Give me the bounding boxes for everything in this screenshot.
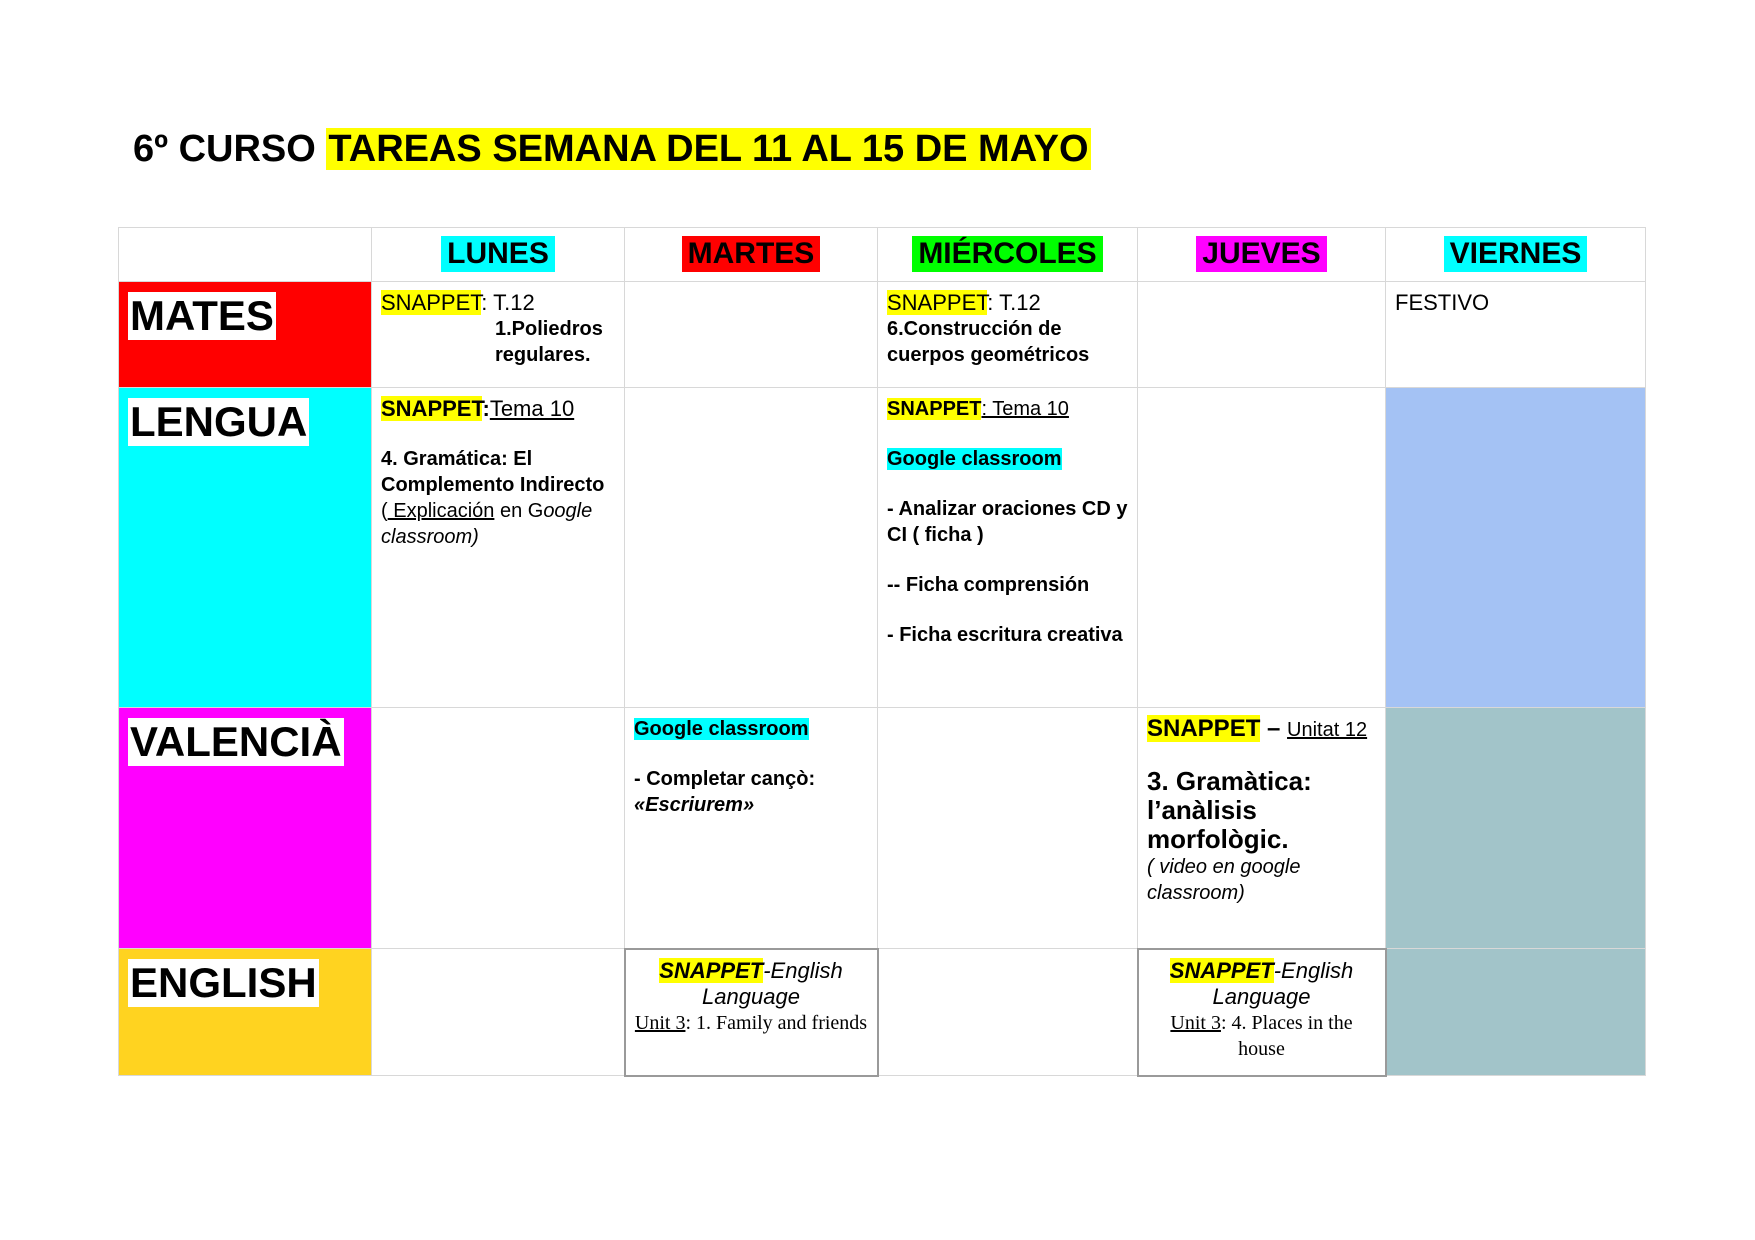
google-classroom-tag: Google classroom xyxy=(887,448,1062,470)
header-cell-viernes xyxy=(1386,228,1646,282)
snappet-colon: : xyxy=(482,396,490,421)
subject-cell-english xyxy=(119,949,372,1076)
day-label-miercoles: MIÉRCOLES xyxy=(912,236,1102,272)
day-label-martes: MARTES xyxy=(682,236,821,272)
header-cell-lunes xyxy=(372,228,625,282)
snappet-dash: – xyxy=(1260,715,1288,742)
cell-english-viernes xyxy=(1386,949,1646,1076)
task-detail: cuerpos geométricos xyxy=(887,344,1090,366)
day-label-lunes: LUNES xyxy=(441,236,555,272)
unit-line xyxy=(635,1010,868,1036)
title-highlight: TAREAS SEMANA DEL 11 AL 15 DE MAYO xyxy=(328,128,1089,170)
english-language-text: -English Language xyxy=(702,957,843,1009)
snappet-tag: SNAPPET xyxy=(659,957,764,983)
google-line xyxy=(634,716,868,742)
unit-topic: : 1. Family and friends xyxy=(685,1011,868,1034)
snappet-line xyxy=(1147,716,1376,743)
cell-lengua-lunes xyxy=(372,388,625,708)
snappet-line xyxy=(381,290,615,316)
song-title: «Escriurem» xyxy=(634,794,755,816)
snappet-topic: : T.12 xyxy=(481,290,535,315)
task-detail: 6.Construcción de xyxy=(887,318,1062,340)
cell-english-jueves xyxy=(1138,949,1386,1076)
task-detail: 1.Poliedros xyxy=(495,318,603,340)
task-detail: 4. Gramática: El Complemento Indirecto xyxy=(381,448,605,496)
snappet-topic: : T.12 xyxy=(987,290,1041,315)
task-item: - Completar cançò: xyxy=(634,768,816,790)
snappet-tag: SNAPPET xyxy=(1169,957,1274,983)
page-title xyxy=(133,118,1091,180)
snappet-line xyxy=(887,290,1128,316)
unit-topic: : 4. Places in the house xyxy=(1220,1011,1353,1060)
cell-mates-miercoles xyxy=(878,282,1138,388)
header-cell-martes xyxy=(625,228,878,282)
cell-valencia-martes xyxy=(625,708,878,949)
cell-english-martes xyxy=(625,949,878,1076)
unit-link[interactable]: Unit 3 xyxy=(634,1011,686,1034)
row-valencia xyxy=(119,708,1646,949)
subject-label-valencia: VALENCIÀ xyxy=(130,718,342,765)
paren-open: ( xyxy=(381,500,388,522)
cell-english-miercoles xyxy=(878,949,1138,1076)
cell-mates-jueves xyxy=(1138,282,1386,388)
snappet-tag: SNAPPET xyxy=(887,290,988,315)
title-prefix: 6º CURSO xyxy=(133,128,327,170)
header-cell-jueves xyxy=(1138,228,1386,282)
task-item: -- Ficha comprensión xyxy=(887,574,1090,596)
en-text: en G xyxy=(494,500,544,522)
subject-cell-valencia xyxy=(119,708,372,949)
cell-lengua-martes xyxy=(625,388,878,708)
subject-cell-lengua xyxy=(119,388,372,708)
header-corner-cell xyxy=(119,228,372,282)
unit-line xyxy=(1148,1010,1376,1062)
subject-label-english: ENGLISH xyxy=(130,959,317,1006)
cell-mates-lunes xyxy=(372,282,625,388)
task-detail: 3. Gramàtica: l’anàlisis morfològic. xyxy=(1147,766,1312,854)
row-english xyxy=(119,949,1646,1076)
subject-label-mates: MATES xyxy=(130,292,274,339)
english-line xyxy=(635,958,868,1010)
snappet-tag: SNAPPET xyxy=(887,398,982,420)
snappet-line xyxy=(381,396,615,422)
cell-lengua-miercoles xyxy=(878,388,1138,708)
subject-cell-mates xyxy=(119,282,372,388)
schedule-table xyxy=(118,227,1646,1077)
snappet-line xyxy=(887,396,1128,422)
google-classroom-text: oogle classroom) xyxy=(381,500,593,548)
google-line xyxy=(887,446,1128,472)
task-item: - Analizar oraciones CD y CI ( ficha ) xyxy=(887,498,1128,546)
cell-english-lunes xyxy=(372,949,625,1076)
unit-link[interactable]: Unit 3 xyxy=(1170,1011,1221,1034)
row-mates xyxy=(119,282,1646,388)
day-label-jueves: JUEVES xyxy=(1196,236,1326,272)
cell-valencia-lunes xyxy=(372,708,625,949)
subject-label-lengua: LENGUA xyxy=(130,398,308,445)
explicacion-line xyxy=(381,498,615,550)
cell-lengua-viernes xyxy=(1386,388,1646,708)
unitat-link[interactable]: Unitat 12 xyxy=(1287,719,1368,741)
task-item: - Ficha escritura creativa xyxy=(887,624,1123,646)
cell-valencia-jueves xyxy=(1138,708,1386,949)
tema-link[interactable]: Tema 10 xyxy=(489,396,575,421)
english-language-text: -English Language xyxy=(1212,957,1354,1009)
cell-mates-viernes xyxy=(1386,282,1646,388)
english-line xyxy=(1148,958,1376,1010)
snappet-tag: SNAPPET xyxy=(1147,715,1261,742)
header-cell-miercoles xyxy=(878,228,1138,282)
cell-valencia-miercoles xyxy=(878,708,1138,949)
cell-lengua-jueves xyxy=(1138,388,1386,708)
snappet-tag: SNAPPET xyxy=(381,290,482,315)
cell-mates-martes xyxy=(625,282,878,388)
video-note: ( video en google classroom) xyxy=(1147,856,1301,904)
day-label-viernes: VIERNES xyxy=(1444,236,1588,272)
task-detail: regulares. xyxy=(495,344,591,366)
google-classroom-tag: Google classroom xyxy=(634,718,809,740)
cell-valencia-viernes xyxy=(1386,708,1646,949)
tema-link[interactable]: : Tema 10 xyxy=(981,398,1069,420)
header-row xyxy=(119,228,1646,282)
festivo-label: FESTIVO xyxy=(1395,290,1490,315)
row-lengua xyxy=(119,388,1646,708)
explicacion-link[interactable]: Explicación xyxy=(387,500,495,522)
snappet-tag: SNAPPET xyxy=(381,396,483,421)
